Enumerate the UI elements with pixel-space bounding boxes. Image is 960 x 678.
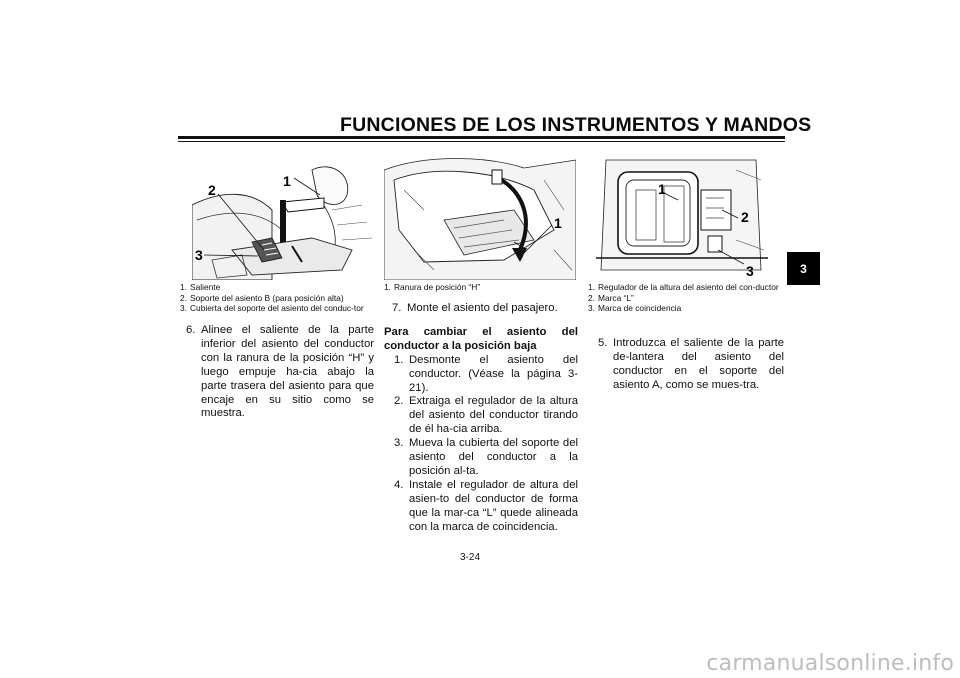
column-3-text	[598, 337, 784, 393]
caption-item: 2. Soporte del asiento B (para posición alta)	[180, 292, 344, 303]
caption-item: 3. Marca de coincidencia	[588, 303, 682, 314]
figure-1-callout-2: 2	[208, 182, 216, 198]
section-heading: Para cambiar el asiento del conductor a la posición baja	[384, 325, 578, 352]
figure-1-callout-1: 1	[283, 173, 291, 189]
caption-item: 2. Marca “L”	[588, 292, 634, 303]
column-1-text	[186, 324, 374, 421]
page-title: FUNCIONES DE LOS INSTRUMENTOS Y MANDOS	[340, 114, 812, 136]
step-5: 5. Introduzca el saliente de la parte de-lantera del asiento del conductor en el soporte del asiento A, como se mues-tra.	[598, 337, 784, 391]
page-number: 3-24	[460, 552, 481, 563]
title-rule	[178, 136, 785, 139]
step-4: 4. Instale el regulador de altura del asien-to del conductor de forma que la mar-ca “L” quede alineada con la marca de coincidencia.	[394, 478, 578, 533]
chapter-tab[interactable]: 3	[787, 252, 820, 285]
figure-2-illustration	[384, 150, 576, 280]
figure-3-illustration	[596, 150, 768, 280]
step-7: 7. Monte el asiento del pasajero.	[392, 302, 558, 314]
figure-2-callout-1: 1	[554, 215, 562, 231]
caption-item: 3. Cubierta del soporte del asiento del conduc-tor	[180, 303, 364, 314]
figure-1-caption	[180, 282, 370, 314]
column-2-text	[384, 302, 578, 535]
caption-item: 1. Saliente	[180, 282, 221, 292]
caption-item: 1. Regulador de la altura del asiento del con-ductor	[588, 282, 779, 292]
step-1: 1. Desmonte el asiento del conductor. (Véase la página 3-21).	[394, 353, 578, 394]
figure-1-callout-3: 3	[195, 247, 203, 263]
step-6: 6. Alinee el saliente de la parte inferior del asiento del conductor con la ranura de la posición “H” y luego empuje ha-cia abajo la parte trasera del asiento para que encaje en su sitio como se muestra.	[186, 324, 374, 420]
figure-1-illustration	[192, 150, 377, 280]
step-2: 2. Extraiga el regulador de la altura del asiento del conductor tirando de él ha-cia arriba.	[394, 395, 578, 436]
figure-2-caption	[384, 282, 579, 293]
figure-3-callout-3: 3	[746, 263, 754, 279]
figure-3-callout-2: 2	[741, 209, 749, 225]
title-rule-thin	[178, 141, 785, 142]
figure-3-caption	[588, 282, 780, 314]
step-3: 3. Mueva la cubierta del soporte del asiento del conductor a la posición al-ta.	[394, 437, 578, 477]
watermark: carmanualsonline.info	[706, 651, 954, 676]
figure-3-callout-1: 1	[658, 181, 666, 197]
caption-item: 1. Ranura de posición “H”	[384, 282, 481, 292]
